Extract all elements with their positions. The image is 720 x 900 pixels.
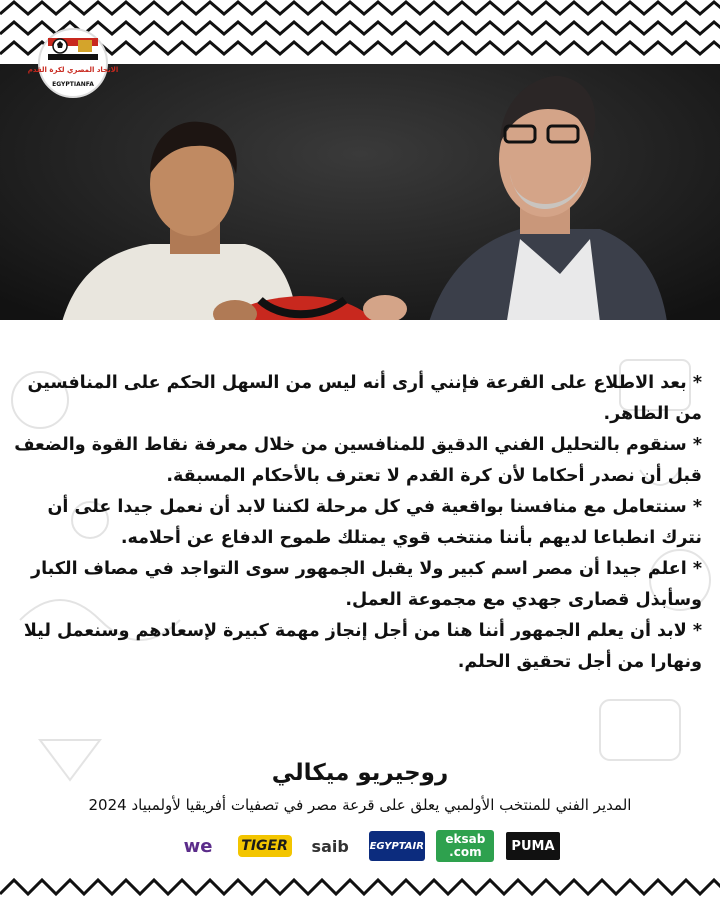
header-photo <box>0 64 720 364</box>
logo-latin-text: EGYPTIANFA <box>52 81 94 88</box>
sponsor-logos <box>170 828 560 864</box>
photo-illustration <box>0 64 720 364</box>
quote-line: * لابد أن يعلم الجمهور أننا هنا من أجل إنجاز مهمة كبيرة لإسعادهم وسنعمل ليلا ونهارا من أجل تحقيق الحلم. <box>23 621 702 672</box>
logo-arabic-text: الاتحاد المصري لكرة القدم <box>27 66 119 74</box>
eksab-logo-bottom: .com <box>449 845 482 859</box>
puma-logo <box>506 832 560 860</box>
eksab-logo <box>436 830 494 862</box>
saib-logo-text: saib <box>311 836 349 856</box>
egyptair-logo-text: EGYPTAIR <box>369 840 424 852</box>
tiger-logo <box>238 835 292 857</box>
we-logo-text: we <box>183 835 213 857</box>
quote-line: * بعد الاطلاع على القرعة فإنني أرى أنه ليس من السهل الحكم على المنافسين من الظاهر. <box>27 373 702 424</box>
quote-line: * اعلم جيدا أن مصر اسم كبير ولا يقبل الجمهور سوى التواجد في مصاف الكبار وسأبذل قصارى جهدي مع مجموعة العمل. <box>31 559 702 610</box>
saib-logo <box>303 830 357 862</box>
quote-text-block <box>12 368 702 678</box>
egyptian-fa-logo <box>27 28 119 98</box>
top-zigzag-border <box>0 0 720 64</box>
bottom-zigzag-border <box>0 874 720 900</box>
caption-text: المدير الفني للمنتخب الأولمبي يعلق على قرعة مصر في تصفيات أفريقيا لأولمبياد 2024 <box>88 796 632 814</box>
quote-line: * سنتعامل مع منافسنا بواقعية في كل مرحلة لكننا لابد أن نعمل جيدا على أن نترك انطباعا لديهم بأننا منتخب قوي يمتلك طموح الدفاع عن أحلامه. <box>47 497 702 548</box>
eksab-logo-top: eksab <box>445 832 486 846</box>
puma-logo-text: PUMA <box>511 838 555 854</box>
egyptair-logo <box>369 831 425 861</box>
tiger-logo-text: TIGER <box>241 838 288 854</box>
speaker-name: روجيريو ميكالي <box>271 760 449 786</box>
we-logo <box>170 830 226 862</box>
quote-line: * سنقوم بالتحليل الفني الدقيق للمنافسين من خلال معرفة نقاط القوة والضعف قبل أن نصدر أحكاما لأن كرة القدم لا تعترف بالأحكام المسبقة. <box>14 435 702 486</box>
